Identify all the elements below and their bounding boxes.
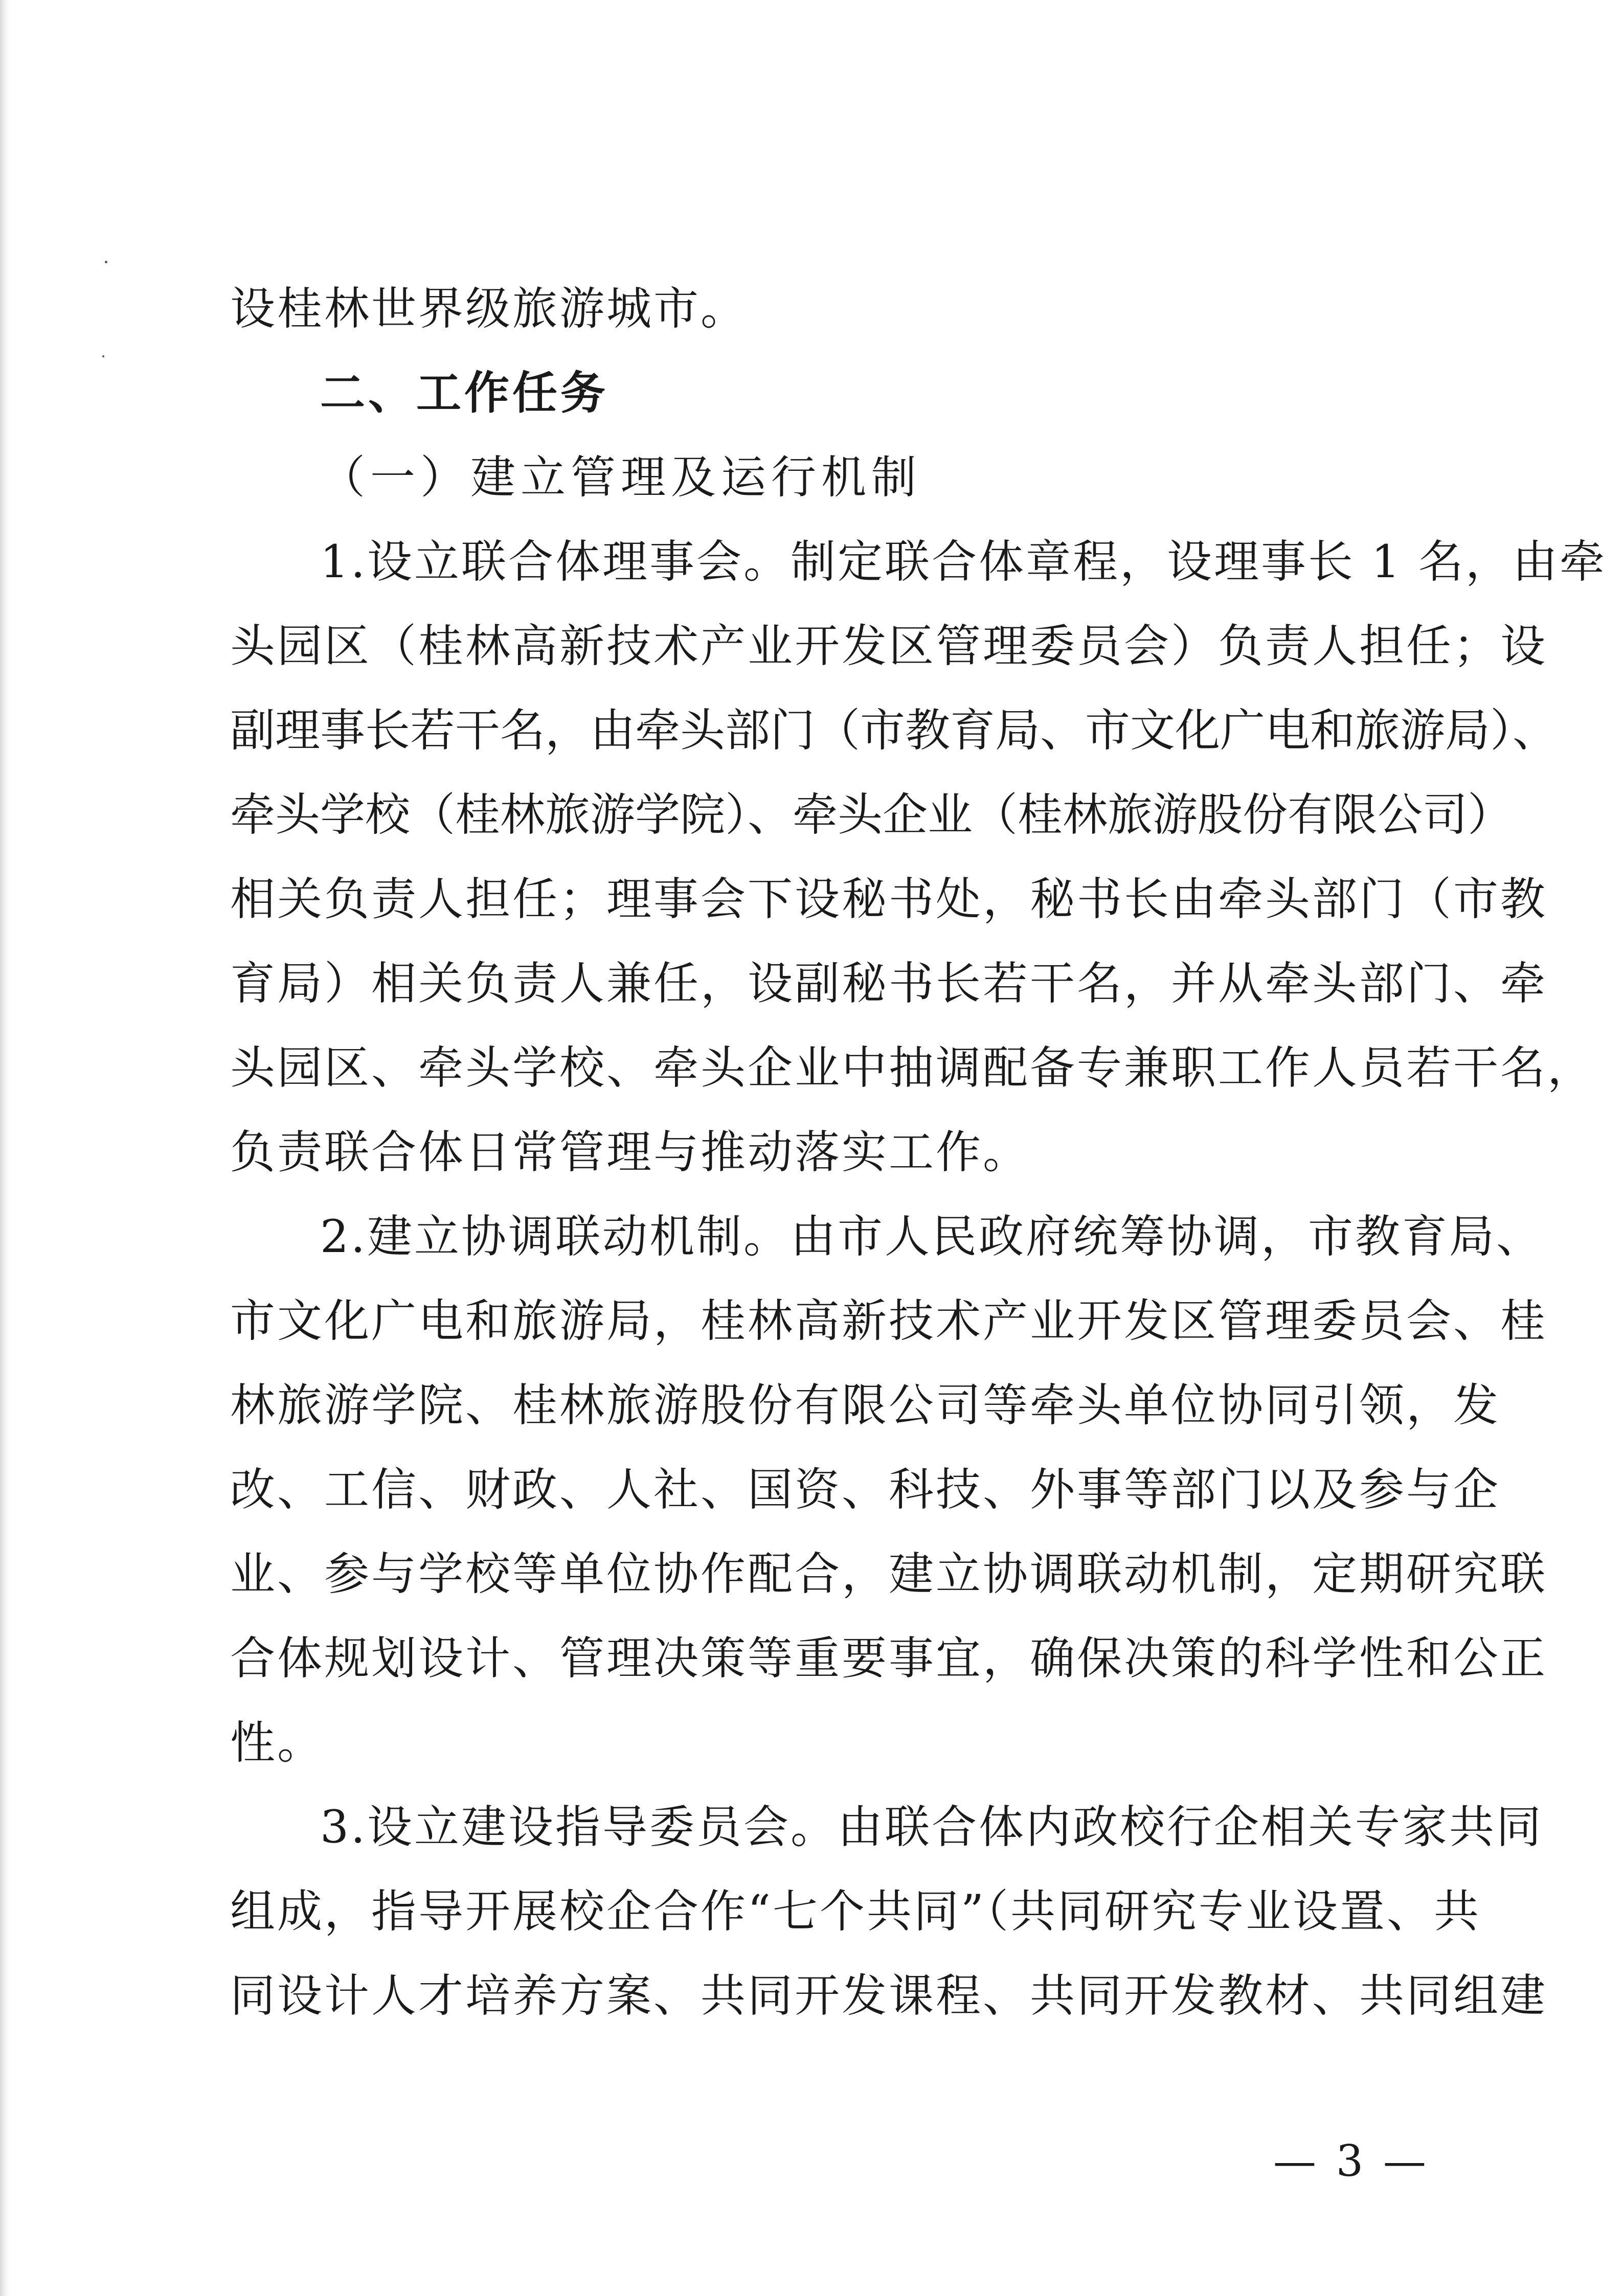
paragraph-line: 组成，指导开展校企合作“七个共同”（共同研究专业设置、共: [230, 1885, 1481, 1938]
paragraph-line: 相关负责人担任；理事会下设秘书处，秘书长由牵头部门（市教: [230, 873, 1548, 925]
subsection-heading: （一）建立管理及运行机制: [320, 451, 922, 504]
paragraph-line: 同设计人才培养方案、共同开发课程、共同开发教材、共同组建: [230, 1969, 1548, 2022]
paragraph-line: 负责联合体日常管理与推动落实工作。: [230, 1126, 1030, 1178]
paragraph-line: 3.设立建设指导委员会。由联合体内政校行企相关专家共同: [320, 1801, 1543, 1853]
paragraph-line: 改、工信、财政、人社、国资、科技、外事等部门以及参与企: [230, 1463, 1501, 1516]
paragraph-line: 市文化广电和旅游局，桂林高新技术产业开发区管理委员会、桂: [230, 1294, 1548, 1347]
paragraph-line: 业、参与学校等单位协作配合，建立协调联动机制，定期研究联: [230, 1548, 1548, 1600]
text-line: 设桂林世界级旅游城市。: [230, 282, 748, 335]
document-page: [230, 282, 1607, 2058]
paragraph-line: 牵头学校（桂林旅游学院）、牵头企业（桂林旅游股份有限公司）: [230, 788, 1513, 841]
paragraph-line: 林旅游学院、桂林旅游股份有限公司等牵头单位协同引领，发: [230, 1379, 1501, 1431]
paragraph-line: 合体规划设计、管理决策等重要事宜，确保决策的科学性和公正: [230, 1632, 1548, 1685]
scan-speck: [105, 261, 107, 263]
paragraph-line: 育局）相关负责人兼任，设副秘书长若干名，并从牵头部门、牵: [230, 957, 1548, 1010]
scan-left-edge: [0, 0, 9, 2296]
paragraph-line: 头园区、牵头学校、牵头企业中抽调配备专兼职工作人员若干名，: [230, 1041, 1595, 1094]
paragraph-line: 性。: [230, 1716, 325, 1769]
paragraph-line: 1.设立联合体理事会。制定联合体章程，设理事长 1 名，由牵: [320, 535, 1607, 588]
scan-speck: [102, 355, 104, 357]
paragraph-line: 头园区（桂林高新技术产业开发区管理委员会）负责人担任；设: [230, 620, 1548, 672]
paragraph-line: 副理事长若干名，由牵头部门（市教育局、市文化广电和旅游局）、: [230, 704, 1558, 757]
page-number: — 3 —: [1273, 2136, 1429, 2186]
paragraph-line: 2.建立协调联动机制。由市人民政府统筹协调，市教育局、: [320, 1210, 1543, 1263]
section-heading: 二、工作任务: [320, 367, 609, 419]
